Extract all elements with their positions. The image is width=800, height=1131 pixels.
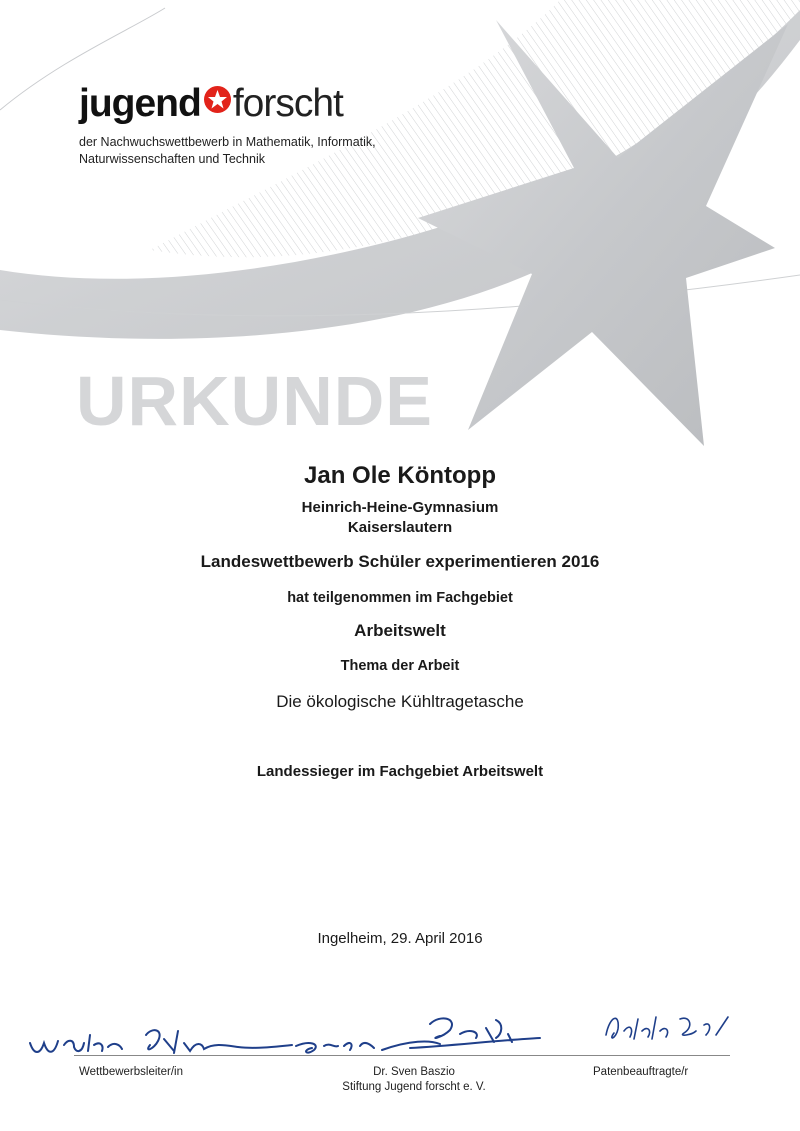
recipient-name: Jan Ole Köntopp [304,462,496,489]
jugend-forscht-logo [79,84,343,124]
logo-tagline [79,134,376,168]
signature-right [600,1005,740,1055]
school-block [0,498,800,538]
signature-label-left: Wettbewerbsleiter/in [79,1066,183,1078]
logo-word-jugend: jugend [79,82,201,125]
signer-organization: Stiftung Jugend forscht e. V. [342,1081,486,1093]
tagline-line-2: Naturwissenschaften und Technik [79,152,265,166]
signature-left [24,1015,314,1065]
signature-line [74,1055,730,1056]
signature-middle [290,1010,550,1060]
school-city: Kaiserslautern [347,519,453,536]
tagline-line-1: der Nachwuchswettbewerb in Mathematik, Informatik, [79,135,376,149]
certificate-heading: URKUNDE [76,362,433,440]
signature-label-right: Patenbeauftragte/r [593,1066,689,1078]
place-and-date: Ingelheim, 29. April 2016 [317,930,483,947]
school-name: Heinrich-Heine-Gymnasium [301,499,499,516]
topic-title: Die ökologische Kühltragetasche [276,692,524,711]
topic-label: Thema der Arbeit [340,658,460,674]
star-icon [204,86,231,113]
logo-wordmark [79,84,343,124]
competition-name: Landeswettbewerb Schüler experimentieren 2016 [200,552,600,571]
subject-field: Arbeitswelt [354,621,446,640]
participation-text: hat teilgenommen im Fachgebiet [287,590,513,606]
signer-name: Dr. Sven Baszio [373,1066,455,1078]
logo-word-forscht: forscht [232,82,343,125]
award-text: Landessieger im Fachgebiet Arbeitswelt [256,763,544,780]
